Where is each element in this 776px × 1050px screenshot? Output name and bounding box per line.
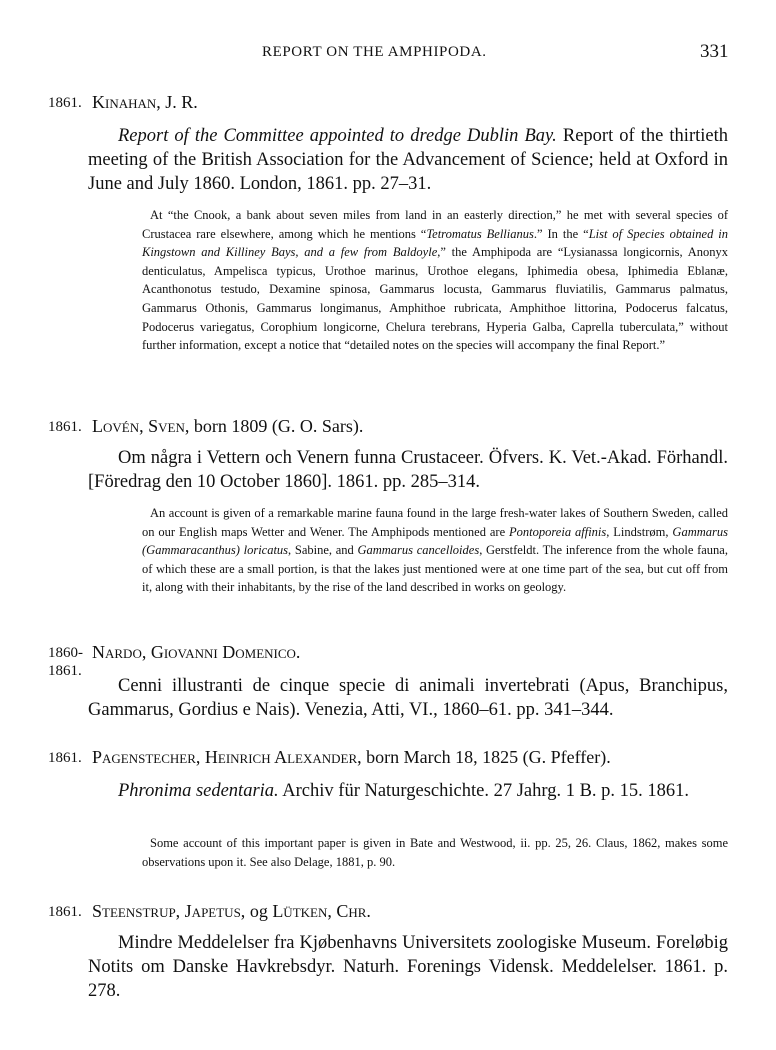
entry-note: At “the Cnook, a bank about seven miles from land in an easterly direction,” he met with several species of Crustacea rare elsewhere, among which he mentions “Tetromatus Bellianus.” In the “List of Species obtained in Kingstown and Killiney Bays, and a few from Baldoyle,” the Amphipoda are “Lysianassa longicornis, Anonyx denticulatus, Ampelisca typicus, Urothoe marinus, Urothoe elegans, Iphimedia obesa, Iphimedia Eblanæ, Acanthonotus testudo, Dexamine spinosa, Gammarus locusta, Gammarus fluviatilis, Gammarus palmatus, Gammarus Othonis, Gammarus longimanus, Amphithoe rubricata, Amphithoe littorina, Podocerus falcatus, Podocerus variegatus, Corophium longicorne, Chelura terebrans, Hyperia Galba, Caprella tuberculata,” without further information, except a notice that “detailed notes on the species will accompany the final Report.” [142, 208, 729, 353]
entry-year: 1861. [48, 750, 82, 766]
entry-author [92, 416, 363, 436]
author-name: Nardo, Giovanni Domenico. [92, 642, 301, 662]
author-name: Lütken, Chr. [272, 901, 371, 921]
entry-author [92, 92, 198, 112]
entry-year: 1861. [48, 904, 82, 920]
author-name: Steenstrup, Japetus, [92, 901, 246, 921]
entry-author [92, 642, 300, 662]
entry-citation: Mindre Meddelelser fra Kjøbenhavns Universitets zoologiske Museum. Foreløbig Notits om Danske Havkrebsdyr. Naturh. Forenings Vidensk. Meddelelser. 1861. p. 278. [88, 933, 728, 1001]
author-name: Lovén, Sven, [92, 416, 190, 436]
author-extra: born March 18, 1825 (G. Pfeffer). [366, 747, 611, 767]
entry-title: Phronima sedentaria. [118, 781, 279, 801]
entry-year: 1861. [48, 419, 82, 435]
entry-note: An account is given of a remarkable marine fauna found in the large fresh-water lakes of Southern Sweden, called on our English maps Wetter and Wener. The Amphipods mentioned are Pontoporeia affinis, Lindstrøm, Gammarus (Gammaracanthus) loricatus, Sabine, and Gammarus cancelloides, Gerstfeldt. The inference from the whole fauna, of which these are a small portion, is that the lakes just mentioned were at one time part of the sea, but cut off from it, along with their inhabitants, by the rise of the land described in works on geology. [142, 506, 728, 595]
entry-author [92, 901, 371, 921]
author-conjunction: og [249, 901, 268, 921]
author-name: Pagenstecher, Heinrich Alexander, [92, 747, 362, 767]
entry-citation [88, 124, 728, 196]
page-number: 331 [700, 41, 729, 62]
running-title: REPORT ON THE AMPHIPODA. [262, 44, 487, 60]
entry-citation-text: Archiv für Naturgeschichte. 27 Jahrg. 1 B. p. 15. 1861. [282, 781, 690, 801]
author-name: Kinahan, J. R. [92, 92, 198, 112]
entry-year: 1861. [48, 95, 82, 111]
page-header [0, 41, 776, 68]
entry-citation-text: Report of the thirtieth meeting of the British Association for the Advancement of Science; held at Oxford in June and July 1860. London, 1861. pp. 27–31. [88, 126, 728, 194]
entry-title: Report of the Committee appointed to dredge Dublin Bay. [118, 126, 557, 146]
entry-author [92, 747, 611, 767]
entry-citation [88, 779, 728, 803]
entry-citation: Cenni illustranti de cinque specie di animali invertebrati (Apus, Branchipus, Gammarus, Gordius e Nais). Venezia, Atti, VI., 1860–61. pp. 341–344. [88, 676, 728, 720]
entry-citation: Om några i Vettern och Venern funna Crustaceer. Öfvers. K. Vet.-Akad. Förhandl. [Föredrag den 10 October 1860]. 1861. pp. 285–314. [88, 448, 728, 492]
entry-year: 1860- 1861. [48, 645, 83, 679]
entry-note: Some account of this important paper is given in Bate and Westwood, ii. pp. 25, 26. Claus, 1862, makes some observations upon it. See also Delage, 1881, p. 90. [142, 836, 728, 869]
author-extra: born 1809 (G. O. Sars). [193, 416, 364, 436]
